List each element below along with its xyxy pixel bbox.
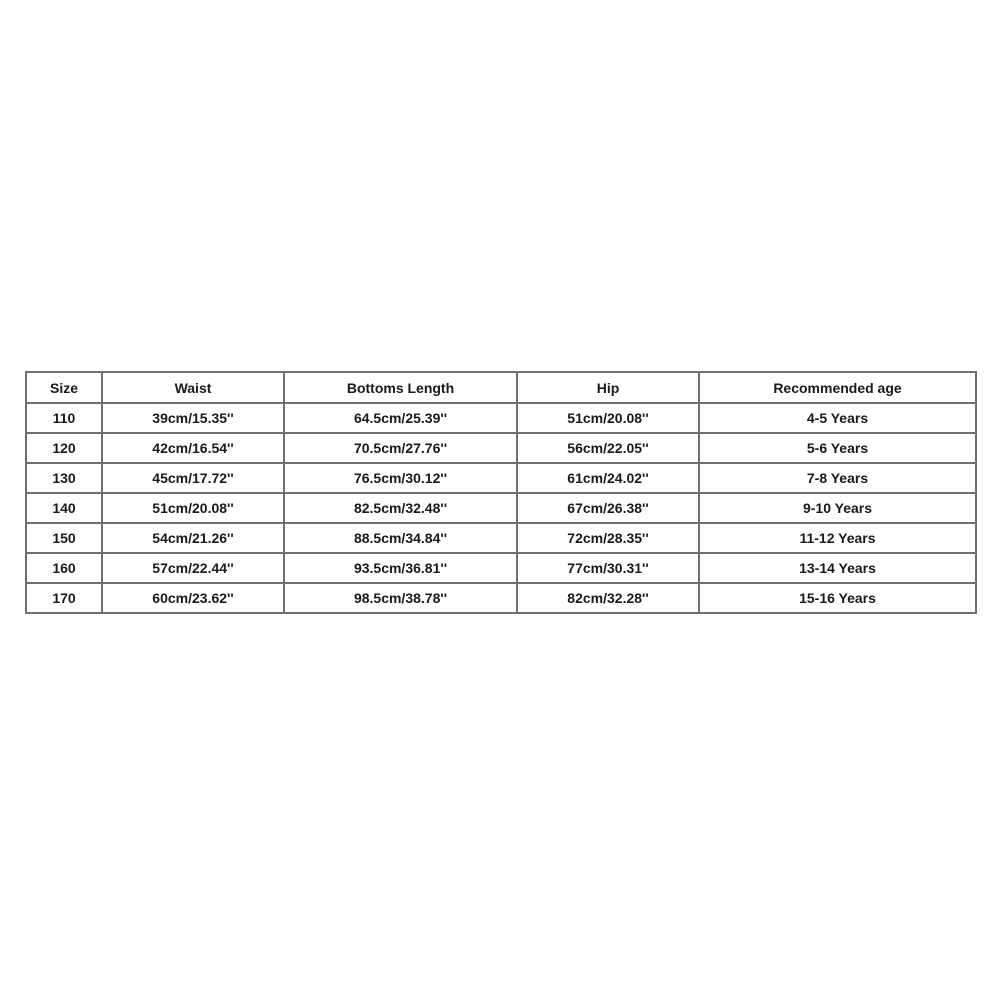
cell-hip: 67cm/26.38'' [517, 493, 699, 523]
cell-bottoms-length: 64.5cm/25.39'' [284, 403, 517, 433]
cell-size: 130 [26, 463, 102, 493]
size-chart-table [25, 371, 977, 614]
cell-hip: 82cm/32.28'' [517, 583, 699, 613]
cell-hip: 61cm/24.02'' [517, 463, 699, 493]
cell-waist: 57cm/22.44'' [102, 553, 284, 583]
table-row [26, 463, 976, 493]
cell-hip: 72cm/28.35'' [517, 523, 699, 553]
table-row [26, 553, 976, 583]
cell-waist: 60cm/23.62'' [102, 583, 284, 613]
header-waist: Waist [102, 372, 284, 403]
table-header-row [26, 372, 976, 403]
cell-waist: 42cm/16.54'' [102, 433, 284, 463]
cell-bottoms-length: 88.5cm/34.84'' [284, 523, 517, 553]
cell-size: 120 [26, 433, 102, 463]
table-row [26, 493, 976, 523]
table-row [26, 433, 976, 463]
header-recommended-age: Recommended age [699, 372, 976, 403]
cell-hip: 51cm/20.08'' [517, 403, 699, 433]
header-hip: Hip [517, 372, 699, 403]
cell-recommended-age: 11-12 Years [699, 523, 976, 553]
table-row [26, 523, 976, 553]
cell-bottoms-length: 76.5cm/30.12'' [284, 463, 517, 493]
cell-recommended-age: 15-16 Years [699, 583, 976, 613]
cell-size: 170 [26, 583, 102, 613]
cell-bottoms-length: 93.5cm/36.81'' [284, 553, 517, 583]
header-size: Size [26, 372, 102, 403]
cell-recommended-age: 7-8 Years [699, 463, 976, 493]
cell-size: 110 [26, 403, 102, 433]
cell-recommended-age: 13-14 Years [699, 553, 976, 583]
cell-waist: 54cm/21.26'' [102, 523, 284, 553]
cell-hip: 56cm/22.05'' [517, 433, 699, 463]
cell-size: 160 [26, 553, 102, 583]
cell-hip: 77cm/30.31'' [517, 553, 699, 583]
cell-bottoms-length: 70.5cm/27.76'' [284, 433, 517, 463]
table-row [26, 583, 976, 613]
cell-waist: 45cm/17.72'' [102, 463, 284, 493]
table-row [26, 403, 976, 433]
cell-size: 140 [26, 493, 102, 523]
cell-recommended-age: 4-5 Years [699, 403, 976, 433]
cell-waist: 51cm/20.08'' [102, 493, 284, 523]
cell-bottoms-length: 98.5cm/38.78'' [284, 583, 517, 613]
cell-size: 150 [26, 523, 102, 553]
cell-recommended-age: 9-10 Years [699, 493, 976, 523]
cell-recommended-age: 5-6 Years [699, 433, 976, 463]
cell-waist: 39cm/15.35'' [102, 403, 284, 433]
header-bottoms-length: Bottoms Length [284, 372, 517, 403]
cell-bottoms-length: 82.5cm/32.48'' [284, 493, 517, 523]
